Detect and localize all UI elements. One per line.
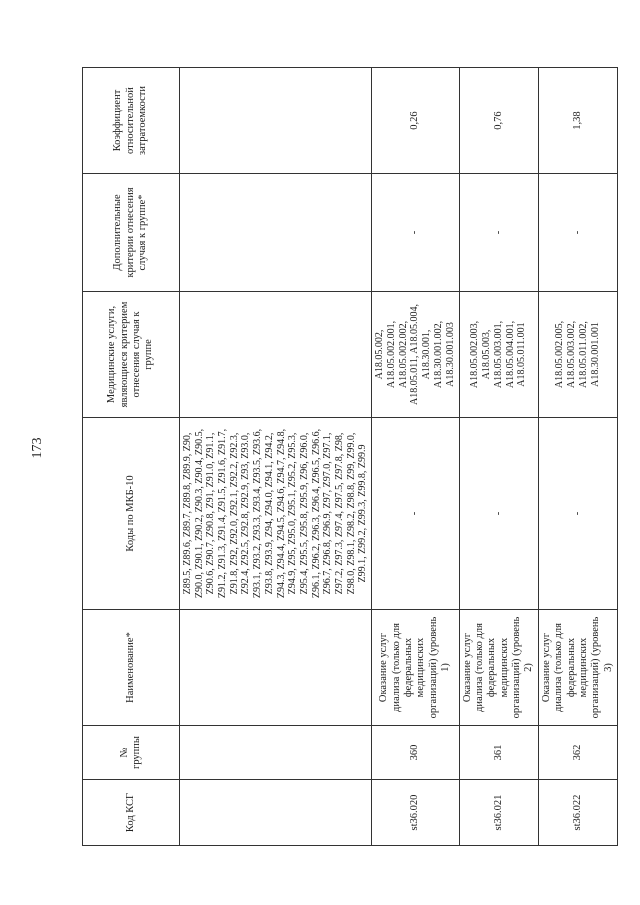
cell-services: A18.05.002.003, A18.05.003, A18.05.003.001, A18.05.004.001, A18.05.011.001 (459, 292, 538, 418)
cell-code: st36.020 (372, 780, 460, 846)
header-mkb-codes: Коды по МКБ-10 (83, 418, 180, 610)
cell-group-num: 360 (372, 726, 460, 780)
cell-name: Оказание услуг диализа (только для федеральных медицинских организаций) (уровень 1) (372, 610, 460, 726)
table-row (459, 68, 538, 846)
header-coefficient: Коэффициент относительной затратоемкости (83, 68, 180, 174)
cell-extra: - (538, 174, 617, 292)
header-services: Медицинские услуги, являющиеся критерием отнесения случая к группе (83, 292, 180, 418)
cell-group-num: 362 (538, 726, 617, 780)
table-row (372, 68, 460, 846)
cell-code-empty (180, 780, 372, 846)
cell-coef: 0,26 (372, 68, 460, 174)
cell-coef-empty (180, 68, 372, 174)
cell-mkb: - (372, 418, 460, 610)
cell-name-empty (180, 610, 372, 726)
table-wrapper (82, 68, 614, 846)
cell-coef: 1,38 (538, 68, 617, 174)
page-number: 173 (30, 437, 45, 459)
header-name: Наименование* (83, 610, 180, 726)
table-header-row (83, 68, 180, 846)
ksg-table (82, 67, 618, 846)
cell-group-num: 361 (459, 726, 538, 780)
cell-code: st36.022 (538, 780, 617, 846)
cell-coef: 0,76 (459, 68, 538, 174)
table-row (538, 68, 617, 846)
header-extra-criteria: Дополнительные критерии отнесения случая к группе* (83, 174, 180, 292)
header-code: Код КСГ (83, 780, 180, 846)
cell-services: A18.05.002, A18.05.002.001, A18.05.002.002, A18.05.011, A18.05.004, A18.30.001, A18.30.001.002, A18.30.001.003 (372, 292, 460, 418)
rotated-table-frame (82, 68, 614, 846)
cell-group-empty (180, 726, 372, 780)
cell-extra: - (372, 174, 460, 292)
cell-name: Оказание услуг диализа (только для федеральных медицинских организаций) (уровень 2) (459, 610, 538, 726)
header-group-num: № группы (83, 726, 180, 780)
cell-code: st36.021 (459, 780, 538, 846)
cell-services-empty (180, 292, 372, 418)
cell-extra-empty (180, 174, 372, 292)
cell-name: Оказание услуг диализа (только для федеральных медицинских организаций) (уровень 3) (538, 610, 617, 726)
cell-mkb: - (459, 418, 538, 610)
cell-mkb: - (538, 418, 617, 610)
cell-mkb-continued: Z89.5, Z89.6, Z89.7, Z89.8, Z89.9, Z90, Z90.0, Z90.1, Z90.2, Z90.3, Z90.4, Z90.5, Z90.6, Z90.7, Z90.8, Z91, Z91.0, Z91.1, Z91.2, Z91.3, Z91.4, Z91.5, Z91.6, Z91.7, Z91.8, Z92, Z92.0, Z92.1, Z92.2, Z92.3, Z92.4, Z92.5, Z92.8, Z92.9, Z93, Z93.0, Z93.1, Z93.2, Z93.3, Z93.4, Z93.5, Z93.6, Z93.8, Z93.9, Z94, Z94.0, Z94.1, Z94.2, Z94.3, Z94.4, Z94.5, Z94.6, Z94.7, Z94.8, Z94.9, Z95, Z95.0, Z95.1, Z95.2, Z95.3, Z95.4, Z95.5, Z95.8, Z95.9, Z96, Z96.0, Z96.1, Z96.2, Z96.3, Z96.4, Z96.5, Z96.6, Z96.7, Z96.8, Z96.9, Z97, Z97.0, Z97.1, Z97.2, Z97.3, Z97.4, Z97.5, Z97.8, Z98, Z98.0, Z98.1, Z98.2, Z98.8, Z99, Z99.0, Z99.1, Z99.2, Z99.3, Z99.8, Z99.9 (180, 418, 372, 610)
cell-services: A18.05.002.005, A18.05.003.002, A18.05.011.002, A18.30.001.001 (538, 292, 617, 418)
cell-extra: - (459, 174, 538, 292)
table-row-continuation (180, 68, 372, 846)
